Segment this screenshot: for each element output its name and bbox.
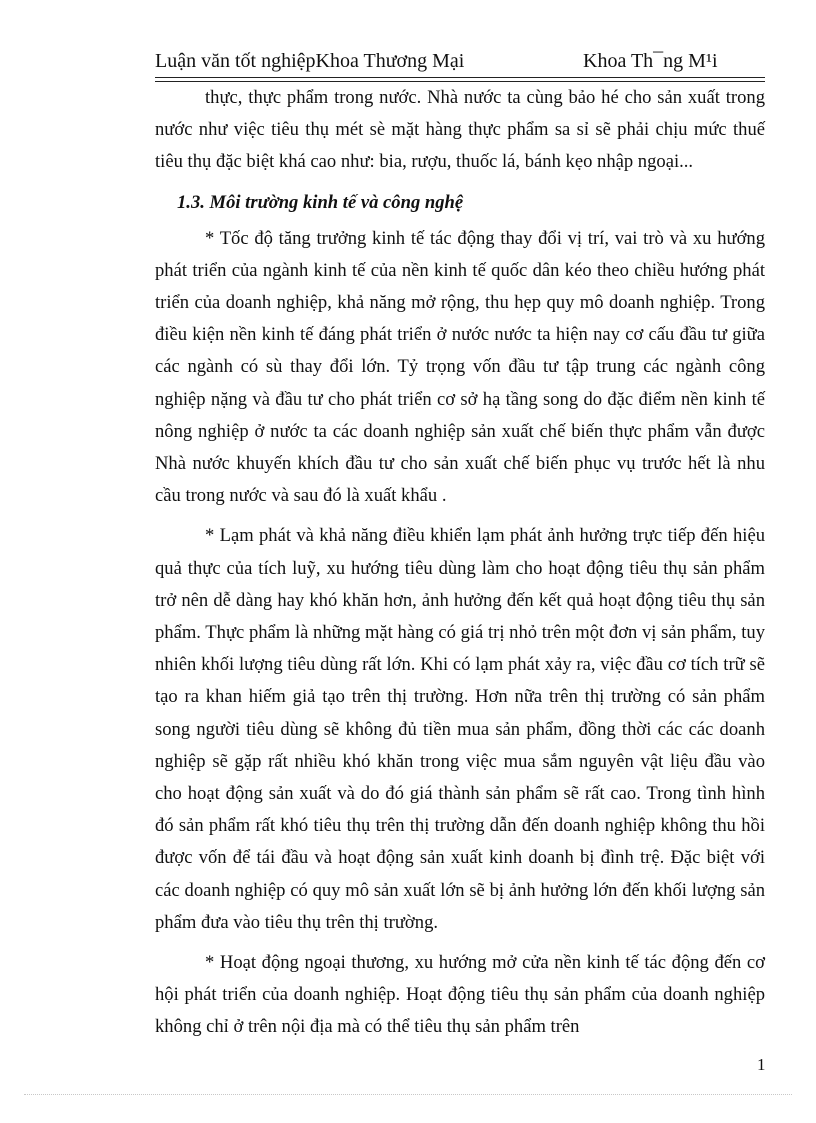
page-header xyxy=(155,44,765,76)
section-heading: 1.3. Môi trường kinh tế và công nghệ xyxy=(177,191,464,213)
header-left-title: Luận văn tốt nghiệpKhoa Thương Mại xyxy=(155,50,465,72)
paragraph-inflation: * Lạm phát và khả năng điều khiển lạm phát ảnh hưởng trực tiếp đến hiệu quả thực của tích luỹ, xu hướng tiêu dùng làm cho hoạt động tiêu thụ sản phẩm trở nên dễ dàng hay khó khăn hơn, ảnh hưởng đến kết quả hoạt động tiêu thụ sản phẩm. Thực phẩm là những mặt hàng có giá trị nhỏ trên một đơn vị sản phẩm, tuy nhiên khối lượng tiêu dùng rất lớn. Khi có lạm phát xảy ra, việc đầu cơ tích trữ sẽ tạo ra khan hiếm giả tạo trên thị trường. Hơn nữa trên thị trường có sản phẩm song người tiêu dùng sẽ không đủ tiền mua sản phẩm, đồng thời các các doanh nghiệp sẽ gặp rất nhiều khó khăn trong việc mua sắm nguyên vật liệu đầu vào cho hoạt động sản xuất và do đó giá thành sản phẩm sẽ rất cao. Trong tình hình đó sản phẩm rất khó tiêu thụ trên thị trường dẫn đến doanh nghiệp không thu hồi được vốn để tái đầu và hoạt động sản xuất kinh doanh bị đình trệ. Đặc biệt với các doanh nghiệp có quy mô sản xuất lớn sẽ bị ảnh hưởng lớn đến khối lượng sản phẩm đưa vào tiêu thụ trên thị trường. xyxy=(155,525,765,933)
header-right-title: Khoa Th¯ng M¹i xyxy=(583,50,718,72)
header-rule-thick xyxy=(155,77,765,78)
body-text xyxy=(155,82,765,1044)
page-number: 1 xyxy=(757,1055,766,1074)
page-bottom-divider xyxy=(24,1094,792,1095)
paragraph-economic-growth: * Tốc độ tăng trưởng kinh tế tác động thay đổi vị trí, vai trò và xu hướng phát triển của ngành kinh tế của nền kinh tế quốc dân kéo theo chiều hướng phát triển của doanh nghiệp, khả năng mở rộng, thu hẹp quy mô doanh nghiệp. Trong điều kiện nền kinh tế đáng phát triển ở nước nước ta hiện nay cơ cấu đầu tư giữa các ngành có sù thay đổi lớn. Tỷ trọng vốn đầu tư tập trung các ngành công nghiệp nặng và đầu tư cho phát triển cơ sở hạ tầng song do đặc điểm nền kinh tế nông nghiệp ở nước ta các doanh nghiệp sản xuất chế biến thực phẩm vẫn được Nhà nước khuyến khích đầu tư cho sản xuất chế biến phục vụ trước hết là nhu cầu trong nước và sau đó là xuất khẩu . xyxy=(155,227,765,507)
paragraph-foreign-trade: * Hoạt động ngoại thương, xu hướng mở cửa nền kinh tế tác động đến cơ hội phát triển của doanh nghiệp. Hoạt động tiêu thụ sản phẩm của doanh nghiệp không chỉ ở trên nội địa mà có thể tiêu thụ sản phẩm trên xyxy=(155,952,765,1038)
paragraph-continued: thực, thực phẩm trong nước. Nhà nước ta cùng bảo hé cho sản xuất trong nước như việc tiêu thụ mét sè mặt hàng thực phẩm sa sỉ sẽ phải chịu mức thuế tiêu thụ đặc biệt khá cao như: bia, rượu, thuốc lá, bánh kẹo nhập ngoại... xyxy=(155,87,765,173)
